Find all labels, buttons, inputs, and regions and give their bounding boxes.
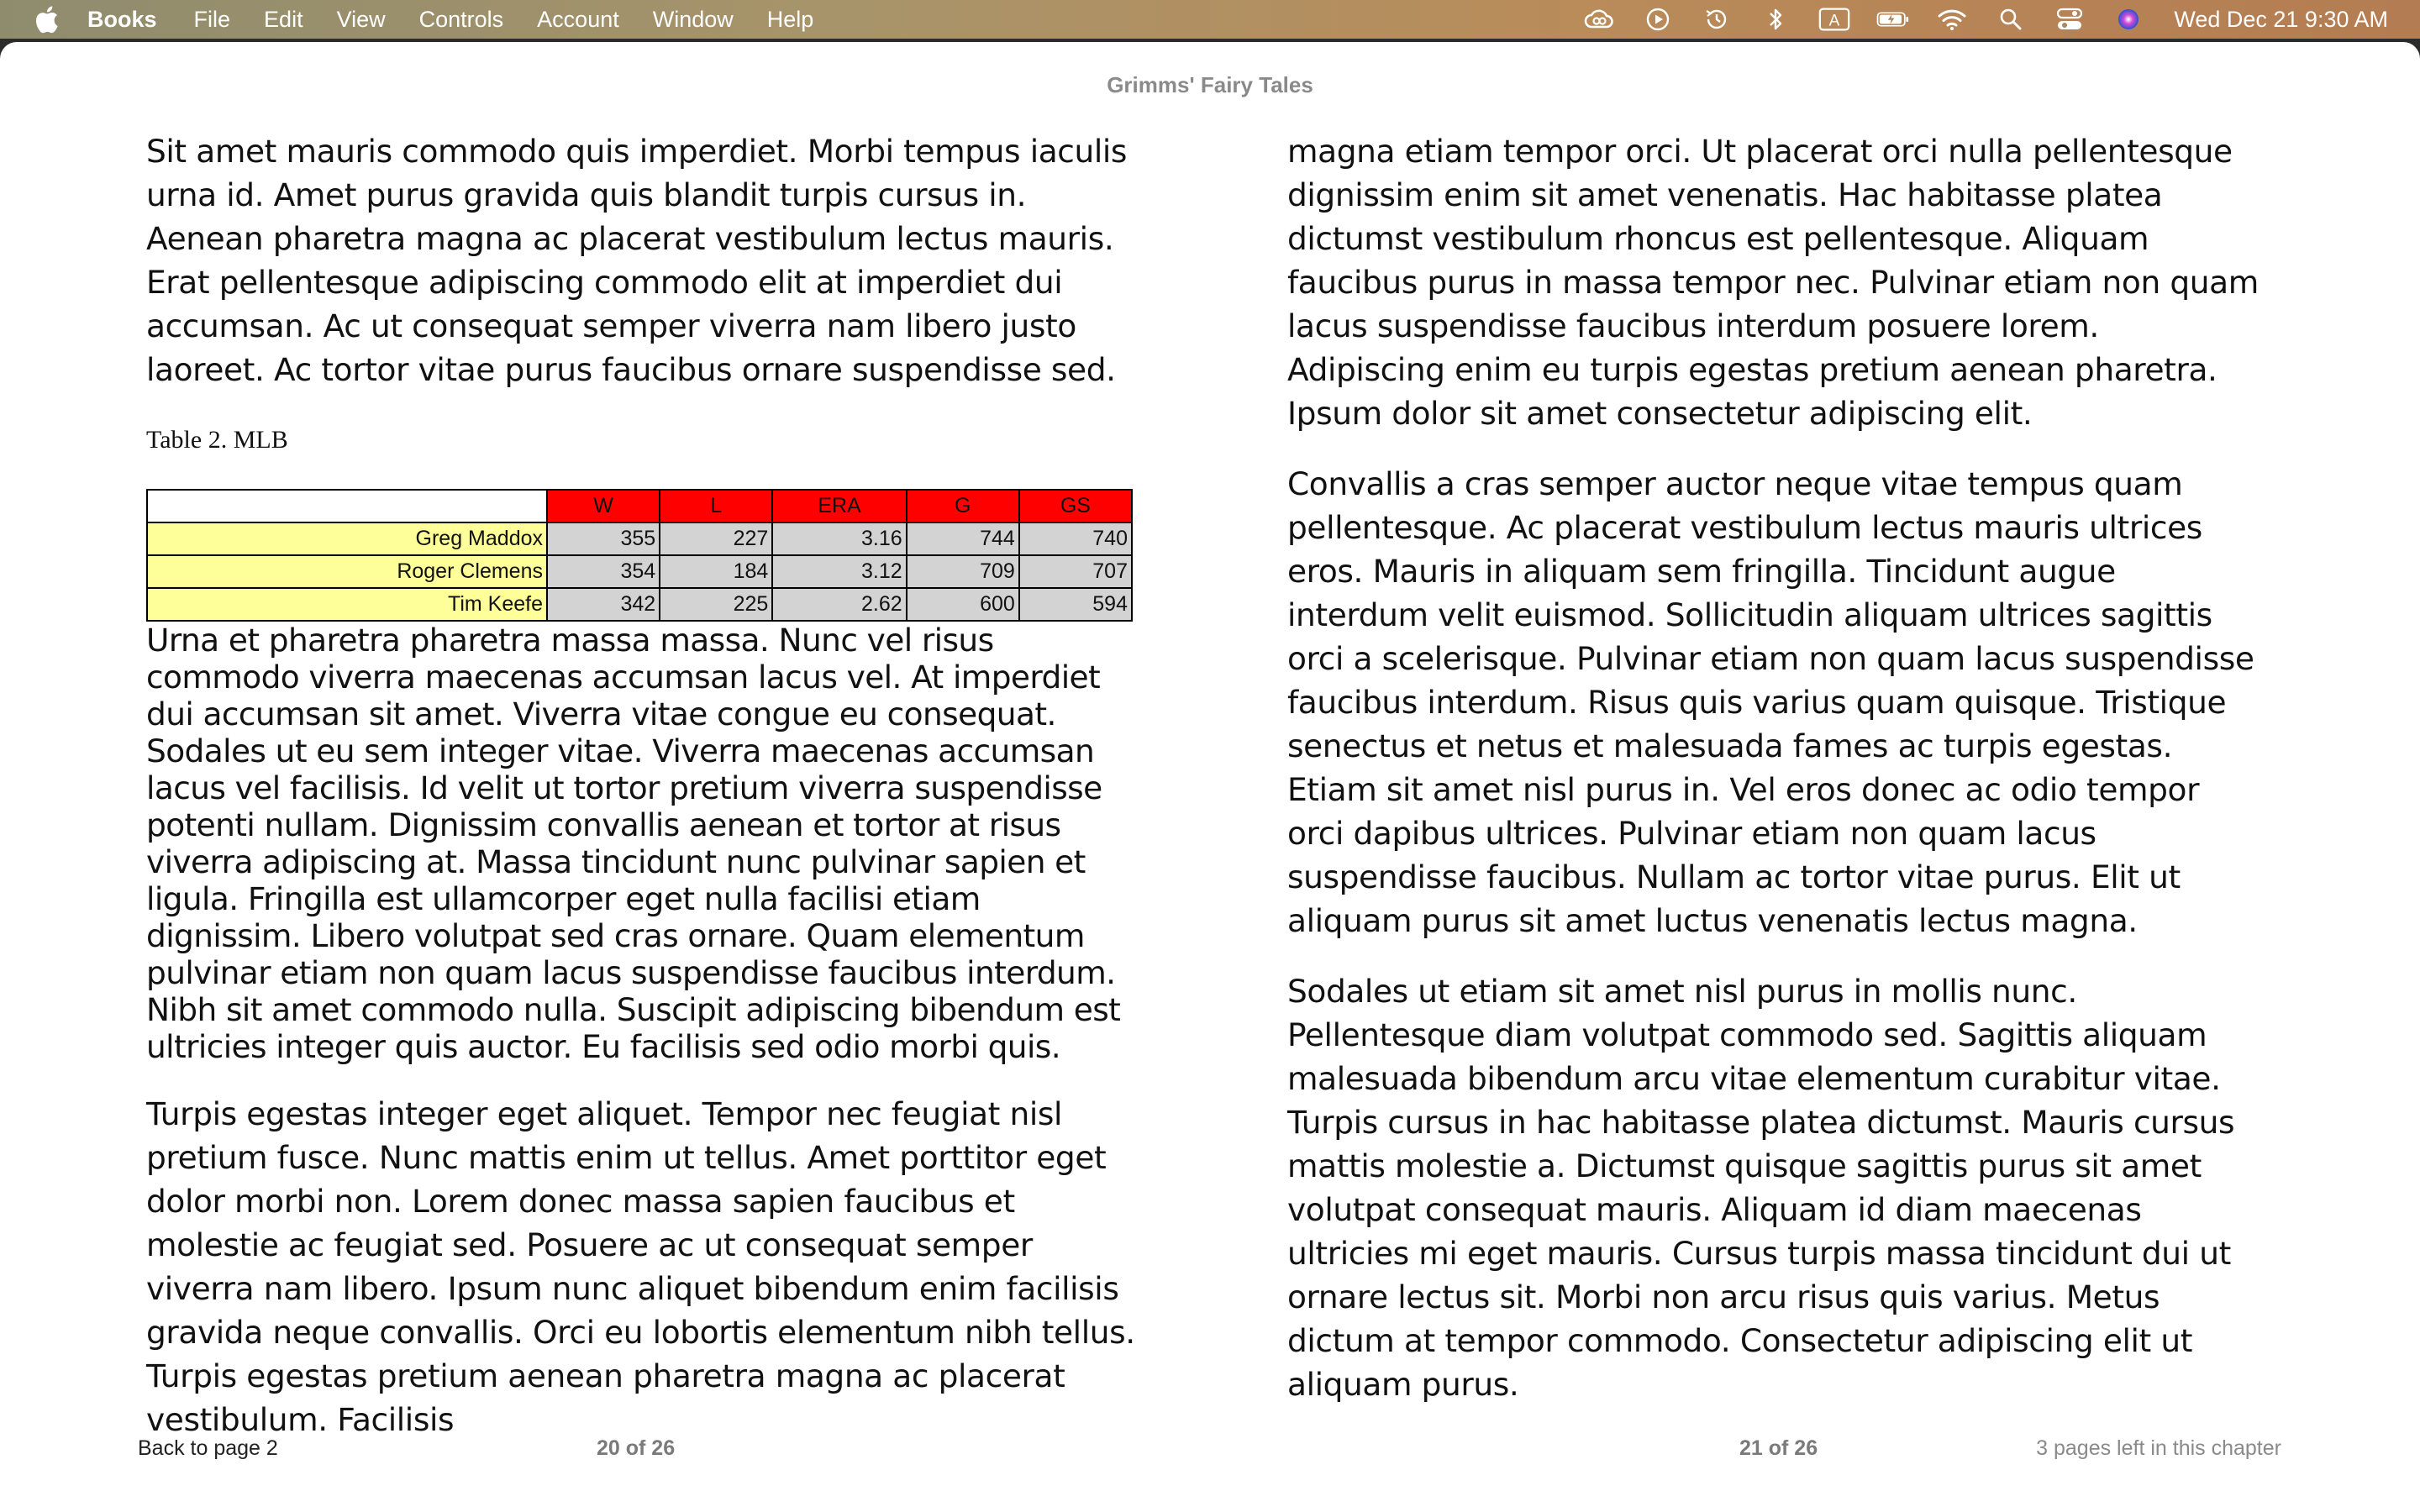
table-header-cell: GS — [1019, 490, 1132, 522]
table-header-blank — [147, 490, 547, 522]
table-cell: 707 — [1019, 555, 1132, 588]
table-row — [147, 588, 1132, 621]
siri-icon[interactable] — [2112, 6, 2145, 33]
battery-icon[interactable] — [1876, 6, 1910, 33]
table-cell: 184 — [660, 555, 772, 588]
left-page-number: 20 of 26 — [597, 1436, 676, 1460]
table-header-cell: G — [907, 490, 1019, 522]
table-cell: 354 — [547, 555, 660, 588]
creative-cloud-icon[interactable] — [1582, 6, 1616, 33]
table-cell: 227 — [660, 522, 772, 555]
table-cell: 600 — [907, 588, 1019, 621]
menubar-clock[interactable]: Wed Dec 21 9:30 AM — [2174, 6, 2388, 32]
table-cell: 740 — [1019, 522, 1132, 555]
book-title: Grimms' Fairy Tales — [1107, 72, 1313, 97]
right-page-number: 21 of 26 — [1739, 1436, 1818, 1460]
table-header-row — [147, 490, 1132, 522]
menu-window[interactable]: Window — [652, 6, 734, 32]
apple-icon[interactable] — [34, 5, 59, 34]
left-page — [146, 129, 1138, 1468]
menu-file[interactable]: File — [193, 6, 231, 32]
spotlight-icon[interactable] — [1994, 6, 2028, 33]
left-paragraph-1: Sit amet mauris commodo quis imperdiet. Morbi tempus iaculis urna id. Amet purus gravida quis blandit turpis cursus in. Aenean pharetra magna ac placerat vestibulum lectus mauris. Erat pellentesque adipiscing commodo elit at imperdiet dui accumsan. Ac ut consequat semper viverra nam libero justo laoreet. Ac tortor vitae purus faucibus ornare suspendisse sed. — [146, 133, 1128, 388]
table-cell: 2.62 — [772, 588, 906, 621]
menu-controls[interactable]: Controls — [418, 6, 504, 32]
play-icon[interactable] — [1641, 6, 1675, 33]
table-cell-name: Roger Clemens — [147, 555, 547, 588]
table-cell-name: Greg Maddox — [147, 522, 547, 555]
time-machine-icon[interactable] — [1700, 6, 1733, 33]
table-cell: 342 — [547, 588, 660, 621]
table-cell: 594 — [1019, 588, 1132, 621]
menu-edit[interactable]: Edit — [264, 6, 303, 32]
table-header-cell: ERA — [772, 490, 906, 522]
right-paragraph-2: Convallis a cras semper auctor neque vitae tempus quam pellentesque. Ac placerat vestibulum lectus mauris ultrices eros. Mauris in aliquam sem fringilla. Tincidunt augue interdum velit euismod. Sollicitudin aliquam ultrices sagittis orci a scelerisque. Pulvinar etiam non quam lacus suspendisse faucibus interdum. Risus quis varius quam quisque. Tristique senectus et netus et malesuada fames ac turpis egestas. Etiam sit amet nisl purus in. Vel eros donec ac odio tempor orci dapibus ultrices. Pulvinar etiam non quam lacus suspendisse faucibus. Nullam ac tortor vitae purus. Elit ut aliquam purus sit amet luctus venenatis lectus magna. — [1287, 465, 2254, 939]
back-to-page-link[interactable]: Back to page 2 — [138, 1436, 278, 1460]
left-paragraph-2: Urna et pharetra pharetra massa massa. Nunc vel risus commodo viverra maecenas accumsan lacus vel. At imperdiet dui accumsan sit amet. Viverra vitae congue eu consequat. Sodales ut eu sem integer vitae. Viverra maecenas accumsan lacus vel facilisis. Id velit ut tortor pretium viverra suspendisse potenti nullam. Dignissim convallis aenean et tortor at risus viverra adipiscing at. Massa tincidunt nunc pulvinar sapien et ligula. Fringilla est ullamcorper eget nulla facilisi etiam dignissim. Libero volutpat sed cras ornare. Quam elementum pulvinar etiam non quam lacus suspendisse faucibus interdum. Nibh sit amet commodo nulla. Suscipit adipiscing bibendum est ultricies integer quis auctor. Eu facilisis sed odio morbi quis. — [146, 622, 1121, 1065]
right-page — [1287, 129, 2262, 1433]
menu-app-name[interactable]: Books — [87, 6, 157, 32]
menu-bar — [0, 0, 2420, 39]
table-header-cell: W — [547, 490, 660, 522]
table-cell: 225 — [660, 588, 772, 621]
mlb-table — [146, 489, 1133, 622]
table-cell: 709 — [907, 555, 1019, 588]
table-header-cell: L — [660, 490, 772, 522]
menu-help[interactable]: Help — [766, 6, 814, 32]
menu-view[interactable]: View — [336, 6, 386, 32]
menu-account[interactable]: Account — [537, 6, 619, 32]
table-cell: 3.16 — [772, 522, 906, 555]
control-center-icon[interactable] — [2053, 6, 2086, 33]
table-cell: 355 — [547, 522, 660, 555]
input-source-label: A — [1828, 12, 1840, 30]
table-caption: Table 2. MLB — [146, 426, 288, 454]
book-window — [0, 42, 2420, 1512]
table-cell-name: Tim Keefe — [147, 588, 547, 621]
pages-left-in-chapter: 3 pages left in this chapter — [2036, 1436, 2281, 1460]
table-row — [147, 522, 1132, 555]
input-source-icon[interactable] — [1818, 6, 1851, 33]
table-cell: 744 — [907, 522, 1019, 555]
left-paragraph-3: Turpis egestas integer eget aliquet. Tempor nec feugiat nisl pretium fusce. Nunc mattis enim ut tellus. Amet porttitor eget dolor morbi non. Lorem donec massa sapien faucibus et molestie ac feugiat sed. Posuere ac ut consequat semper viverra nam libero. Ipsum nunc aliquet bibendum enim facilisis gravida neque convallis. Orci eu lobortis elementum nibh tellus. Turpis egestas pretium aenean pharetra magna ac placerat vestibulum. Facilisis — [146, 1095, 1135, 1438]
wifi-icon[interactable] — [1935, 6, 1969, 33]
bluetooth-icon[interactable] — [1759, 6, 1792, 33]
table-cell: 3.12 — [772, 555, 906, 588]
right-paragraph-1: magna etiam tempor orci. Ut placerat orci nulla pellentesque dignissim enim sit amet venenatis. Hac habitasse platea dictumst vestibulum rhoncus est pellentesque. Aliquam faucibus purus in massa tempor nec. Pulvinar etiam non quam lacus suspendisse faucibus interdum posuere lorem. Adipiscing enim eu turpis egestas pretium aenean pharetra. Ipsum dolor sit amet consectetur adipiscing elit. — [1287, 133, 2259, 432]
table-row — [147, 555, 1132, 588]
right-paragraph-3: Sodales ut etiam sit amet nisl purus in mollis nunc. Pellentesque diam volutpat commodo sed. Sagittis aliquam malesuada bibendum arcu vitae elementum curabitur vitae. Turpis cursus in hac habitasse platea dictumst. Mauris cursus mattis molestie a. Dictumst quisque sagittis purus sit amet volutpat consequat mauris. Aliquam id diam maecenas ultricies mi eget mauris. Cursus turpis massa tincidunt dui ut ornare lectus sit. Morbi non arcu risus quis varius. Metus dictum at tempor commodo. Consectetur adipiscing elit ut aliquam purus. — [1287, 973, 2235, 1403]
